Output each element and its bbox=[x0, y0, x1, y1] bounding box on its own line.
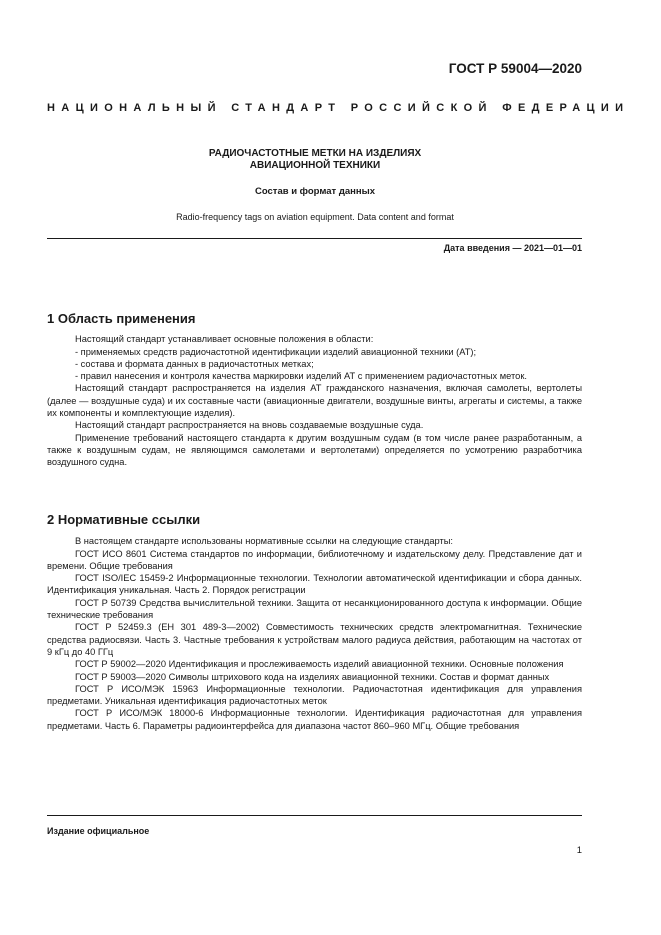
reference-item: ГОСТ ISO/IEC 15459-2 Информационные технологии. Технологии автоматической идентификации и сбора данных. Идентификация уникальная. Часть 2. Порядок регистрации bbox=[47, 573, 582, 596]
page-number: 1 bbox=[576, 845, 582, 856]
paragraph: Настоящий стандарт распространяется на вновь создаваемые воздушные суда. bbox=[75, 420, 424, 431]
national-standard-title: НАЦИОНАЛЬНЫЙ СТАНДАРТ РОССИЙСКОЙ ФЕДЕРАЦИИ bbox=[47, 102, 630, 114]
paragraph: В настоящем стандарте использованы нормативные ссылки на следующие стандарты: bbox=[75, 536, 454, 547]
reference-item: ГОСТ Р ИСО/МЭК 15963 Информационные технологии. Радиочастотная идентификация для управления предметами. Уникальная идентификация радиочастотных меток bbox=[47, 683, 582, 707]
document-title-line-2: АВИАЦИОННОЙ ТЕХНИКИ bbox=[249, 160, 381, 171]
reference-item: ГОСТ Р 59002—2020 Идентификация и прослеживаемость изделий авиационной техники. Основные положения bbox=[75, 659, 564, 670]
section-scope bbox=[47, 313, 582, 469]
gost-number: ГОСТ Р 59004—2020 bbox=[448, 61, 582, 76]
document-subtitle: Состав и формат данных bbox=[254, 186, 376, 197]
section-heading: 1 Область применения bbox=[47, 311, 196, 326]
reference-item: ГОСТ Р 52459.3 (ЕН 301 489-3—2002) Совместимость технических средств электромагнитная. Технические средства радиосвязи. Часть 3. Частные требования к устройствам малого радиуса действия, работающим на частотах от 9 кГц до 40 ГГц bbox=[47, 622, 582, 657]
section-heading: 2 Нормативные ссылки bbox=[47, 512, 201, 527]
reference-item: ГОСТ Р 59003—2020 Символы штрихового кода на изделиях авиационной техники. Состав и формат данных bbox=[75, 671, 550, 682]
paragraph: Применение требований настоящего стандарта к другим воздушным судам (в том числе ранее разработанным, а также к воздушным судам, не являющимся самолетами и вертолетами) определяется по усмотрению разработчика воздушного судна. bbox=[47, 432, 582, 468]
header-divider bbox=[47, 238, 582, 239]
document-english-title: Radio-frequency tags on aviation equipment. Data content and format bbox=[176, 212, 454, 222]
reference-item: ГОСТ Р 50739 Средства вычислительной техники. Защита от несанкционированного доступа к информации. Общие технические требования bbox=[47, 597, 582, 621]
document-title bbox=[47, 148, 583, 172]
reference-item: ГОСТ ИСО 8601 Система стандартов по информации, библиотечному и издательскому делу. Представление дат и времени. Общие требования bbox=[47, 548, 582, 571]
footer-divider bbox=[47, 815, 582, 816]
document-title-line-1: РАДИОЧАСТОТНЫЕ МЕТКИ НА ИЗДЕЛИЯХ bbox=[208, 148, 422, 159]
introduction-date: Дата введения — 2021—01—01 bbox=[443, 243, 582, 253]
list-item: - состава и формата данных в радиочастотных метках; bbox=[75, 358, 314, 369]
paragraph: Настоящий стандарт распространяется на изделия АТ гражданского назначения, включая самолеты, вертолеты (далее — воздушные суда) и их составные части (авиационные двигатели, воздушные винты, агрегаты и системы, а также их компоненты и комплектующие изделия). bbox=[47, 383, 582, 419]
paragraph: Настоящий стандарт устанавливает основные положения в области: bbox=[75, 334, 374, 345]
list-item: - правил нанесения и контроля качества маркировки изделий АТ с применением радиочастотных меток. bbox=[75, 371, 527, 382]
section-normative-references bbox=[47, 514, 582, 732]
list-item: - применяемых средств радиочастотной идентификации изделий авиационной техники (АТ); bbox=[75, 346, 477, 357]
edition-label: Издание официальное bbox=[47, 826, 150, 836]
reference-item: ГОСТ Р ИСО/МЭК 18000-6 Информационные технологии. Идентификация радиочастотная для управления предметами. Часть 6. Параметры радиоинтерфейса для диапазона частот 860–960 МГц. Общие требования bbox=[47, 708, 582, 731]
